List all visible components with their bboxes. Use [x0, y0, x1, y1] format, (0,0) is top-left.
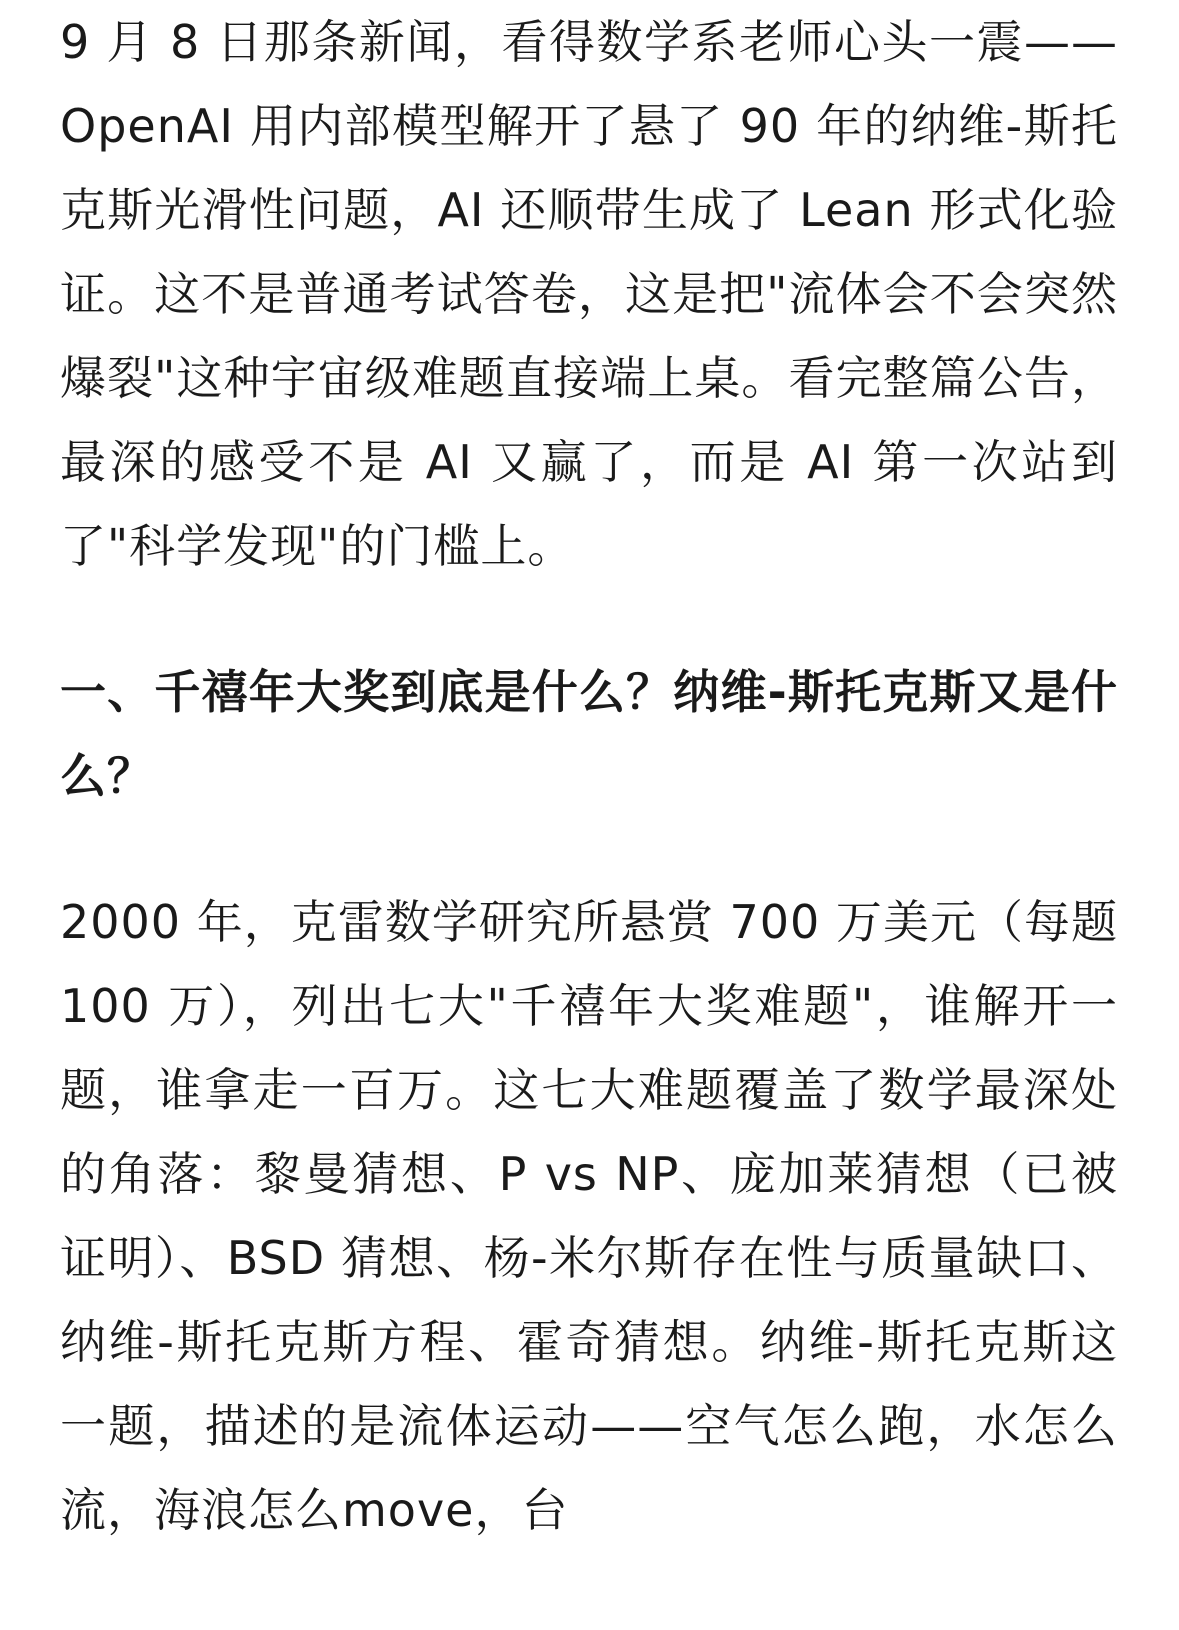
- intro-paragraph: 9 月 8 日那条新闻，看得数学系老师心头一震——OpenAI 用内部模型解开了悬了 90 年的纳维-斯托克斯光滑性问题，AI 还顺带生成了 Lean 形式化验证。这不是普通考试答卷，这是把"流体会不会突然爆裂"这种宇宙级难题直接端上桌。看完整篇公告，最深的感受不是 AI 又赢了，而是 AI 第一次站到了"科学发现"的门槛上。: [60, 15, 1118, 573]
- section-heading: 一、千禧年大奖到底是什么？纳维-斯托克斯又是什么？: [60, 665, 1118, 803]
- section-paragraph: 2000 年，克雷数学研究所悬赏 700 万美元（每题 100 万），列出七大"千禧年大奖难题"，谁解开一题，谁拿走一百万。这七大难题覆盖了数学最深处的角落：黎曼猜想、P vs NP、庞加莱猜想（已被证明）、BSD 猜想、杨-米尔斯存在性与质量缺口、纳维-斯托克斯方程、霍奇猜想。纳维-斯托克斯这一题，描述的是流体运动——空气怎么跑，水怎么流，海浪怎么move，台: [60, 895, 1118, 1537]
- article-body: [60, 0, 1118, 1552]
